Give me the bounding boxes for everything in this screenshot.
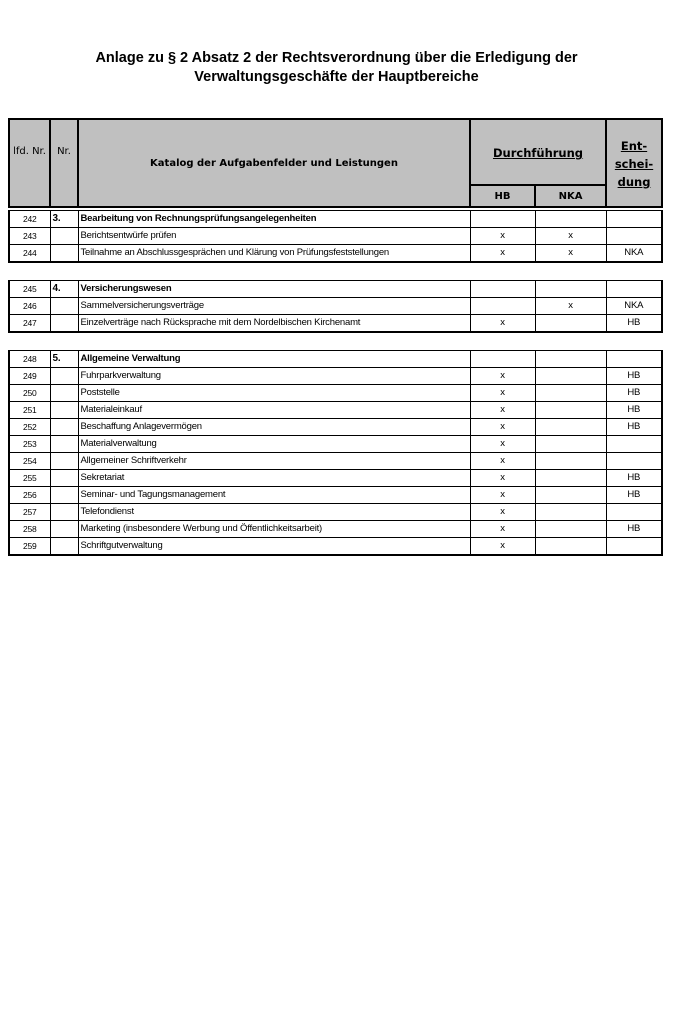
table-row [9, 436, 662, 453]
header-entscheidung-1: Ent- [620, 139, 648, 153]
cell-lfd-nr: 244 [9, 245, 50, 263]
cell-nr [50, 487, 78, 504]
cell-task: Materialeinkauf [78, 402, 470, 419]
cell-nr [50, 245, 78, 263]
cell-entscheidung [606, 538, 662, 556]
cell-lfd-nr: 253 [9, 436, 50, 453]
section-heading-row [9, 281, 662, 298]
cell-lfd-nr: 254 [9, 453, 50, 470]
cell-lfd-nr: 242 [9, 211, 50, 228]
cell-nka [535, 453, 606, 470]
cell-entscheidung: HB [606, 521, 662, 538]
cell-entscheidung: HB [606, 315, 662, 333]
cell-task: Sammelversicherungsverträge [78, 298, 470, 315]
cell-entscheidung: HB [606, 385, 662, 402]
header-nka: NKA [535, 185, 606, 207]
cell-hb: x [470, 419, 535, 436]
table-row [9, 368, 662, 385]
cell-lfd-nr: 249 [9, 368, 50, 385]
cell-entscheidung [606, 436, 662, 453]
cell-nr: 3. [50, 211, 78, 228]
cell-entscheidung: HB [606, 419, 662, 436]
section-table-3 [8, 210, 663, 263]
page-title [0, 49, 673, 87]
cell-nka [535, 419, 606, 436]
cell-entscheidung [606, 453, 662, 470]
cell-nka [535, 470, 606, 487]
cell-nr [50, 228, 78, 245]
cell-task: Schriftgutverwaltung [78, 538, 470, 556]
cell-entscheidung [606, 211, 662, 228]
cell-task: Allgemeiner Schriftverkehr [78, 453, 470, 470]
cell-lfd-nr: 243 [9, 228, 50, 245]
cell-lfd-nr: 255 [9, 470, 50, 487]
cell-nka [535, 538, 606, 556]
table-row [9, 385, 662, 402]
cell-hb [470, 298, 535, 315]
header-entscheidung-2: schei- [614, 157, 654, 171]
cell-hb [470, 281, 535, 298]
table-row [9, 538, 662, 556]
cell-nka [535, 351, 606, 368]
table-row [9, 245, 662, 263]
title-line-2: Verwaltungsgeschäfte der Hauptbereiche [194, 69, 479, 85]
header-catalog: Katalog der Aufgabenfelder und Leistungen [78, 119, 470, 207]
cell-hb: x [470, 402, 535, 419]
cell-nka [535, 211, 606, 228]
cell-nka: x [535, 298, 606, 315]
cell-task: Marketing (insbesondere Werbung und Öffentlichkeitsarbeit) [78, 521, 470, 538]
cell-task: Sekretariat [78, 470, 470, 487]
table-row [9, 470, 662, 487]
table-row [9, 504, 662, 521]
cell-entscheidung: HB [606, 470, 662, 487]
header-hb: HB [470, 185, 535, 207]
header-lfd-nr: lfd. Nr. [9, 119, 50, 207]
cell-nr: 5. [50, 351, 78, 368]
cell-nka [535, 402, 606, 419]
cell-nka: x [535, 228, 606, 245]
cell-nka [535, 504, 606, 521]
table-row [9, 419, 662, 436]
section-table-4 [8, 280, 663, 333]
cell-nka: x [535, 245, 606, 263]
section-heading-row [9, 351, 662, 368]
cell-nka [535, 315, 606, 333]
cell-entscheidung: HB [606, 402, 662, 419]
cell-hb: x [470, 453, 535, 470]
cell-task: Fuhrparkverwaltung [78, 368, 470, 385]
cell-task: Beschaffung Anlagevermögen [78, 419, 470, 436]
cell-nr [50, 419, 78, 436]
cell-lfd-nr: 257 [9, 504, 50, 521]
cell-lfd-nr: 251 [9, 402, 50, 419]
cell-nr: 4. [50, 281, 78, 298]
table-row [9, 453, 662, 470]
cell-hb: x [470, 470, 535, 487]
cell-lfd-nr: 250 [9, 385, 50, 402]
cell-lfd-nr: 259 [9, 538, 50, 556]
cell-task: Versicherungswesen [78, 281, 470, 298]
table-row [9, 228, 662, 245]
cell-hb: x [470, 487, 535, 504]
table-row [9, 402, 662, 419]
section-heading-row [9, 211, 662, 228]
cell-nr [50, 298, 78, 315]
cell-nr [50, 538, 78, 556]
cell-nka [535, 436, 606, 453]
cell-task: Materialverwaltung [78, 436, 470, 453]
cell-nr [50, 368, 78, 385]
cell-nr [50, 315, 78, 333]
cell-task: Poststelle [78, 385, 470, 402]
table-row [9, 315, 662, 333]
cell-task: Allgemeine Verwaltung [78, 351, 470, 368]
cell-hb: x [470, 245, 535, 263]
header-entscheidung [606, 119, 662, 207]
table-row [9, 298, 662, 315]
cell-hb: x [470, 315, 535, 333]
cell-entscheidung [606, 228, 662, 245]
cell-entscheidung: NKA [606, 245, 662, 263]
cell-entscheidung [606, 504, 662, 521]
title-line-1: Anlage zu § 2 Absatz 2 der Rechtsverordnung über die Erledigung der [95, 50, 578, 66]
cell-lfd-nr: 252 [9, 419, 50, 436]
header-entscheidung-3: dung [617, 175, 651, 189]
cell-nr [50, 470, 78, 487]
cell-entscheidung: NKA [606, 298, 662, 315]
cell-hb [470, 351, 535, 368]
section-table-5 [8, 350, 663, 556]
cell-entscheidung [606, 281, 662, 298]
cell-nr [50, 504, 78, 521]
cell-entscheidung: HB [606, 368, 662, 385]
cell-hb: x [470, 228, 535, 245]
cell-task: Seminar- und Tagungsmanagement [78, 487, 470, 504]
cell-nka [535, 385, 606, 402]
cell-nka [535, 368, 606, 385]
cell-task: Berichtsentwürfe prüfen [78, 228, 470, 245]
cell-hb: x [470, 521, 535, 538]
cell-lfd-nr: 247 [9, 315, 50, 333]
cell-nka [535, 487, 606, 504]
table-row [9, 487, 662, 504]
cell-task: Einzelverträge nach Rücksprache mit dem Nordelbischen Kirchenamt [78, 315, 470, 333]
cell-entscheidung [606, 351, 662, 368]
header-durchfuehrung: Durchführung [470, 119, 606, 185]
cell-nka [535, 281, 606, 298]
cell-task: Bearbeitung von Rechnungsprüfungsangelegenheiten [78, 211, 470, 228]
table-header [8, 118, 663, 208]
cell-task: Teilnahme an Abschlussgesprächen und Klärung von Prüfungsfeststellungen [78, 245, 470, 263]
cell-nka [535, 521, 606, 538]
header-nr: Nr. [50, 119, 78, 207]
cell-nr [50, 385, 78, 402]
cell-hb: x [470, 385, 535, 402]
cell-lfd-nr: 256 [9, 487, 50, 504]
cell-nr [50, 521, 78, 538]
cell-lfd-nr: 258 [9, 521, 50, 538]
cell-nr [50, 436, 78, 453]
cell-nr [50, 402, 78, 419]
cell-lfd-nr: 245 [9, 281, 50, 298]
cell-hb: x [470, 436, 535, 453]
table-row [9, 521, 662, 538]
cell-hb: x [470, 504, 535, 521]
cell-hb [470, 211, 535, 228]
cell-nr [50, 453, 78, 470]
cell-lfd-nr: 246 [9, 298, 50, 315]
cell-hb: x [470, 538, 535, 556]
cell-entscheidung: HB [606, 487, 662, 504]
cell-hb: x [470, 368, 535, 385]
cell-lfd-nr: 248 [9, 351, 50, 368]
cell-task: Telefondienst [78, 504, 470, 521]
